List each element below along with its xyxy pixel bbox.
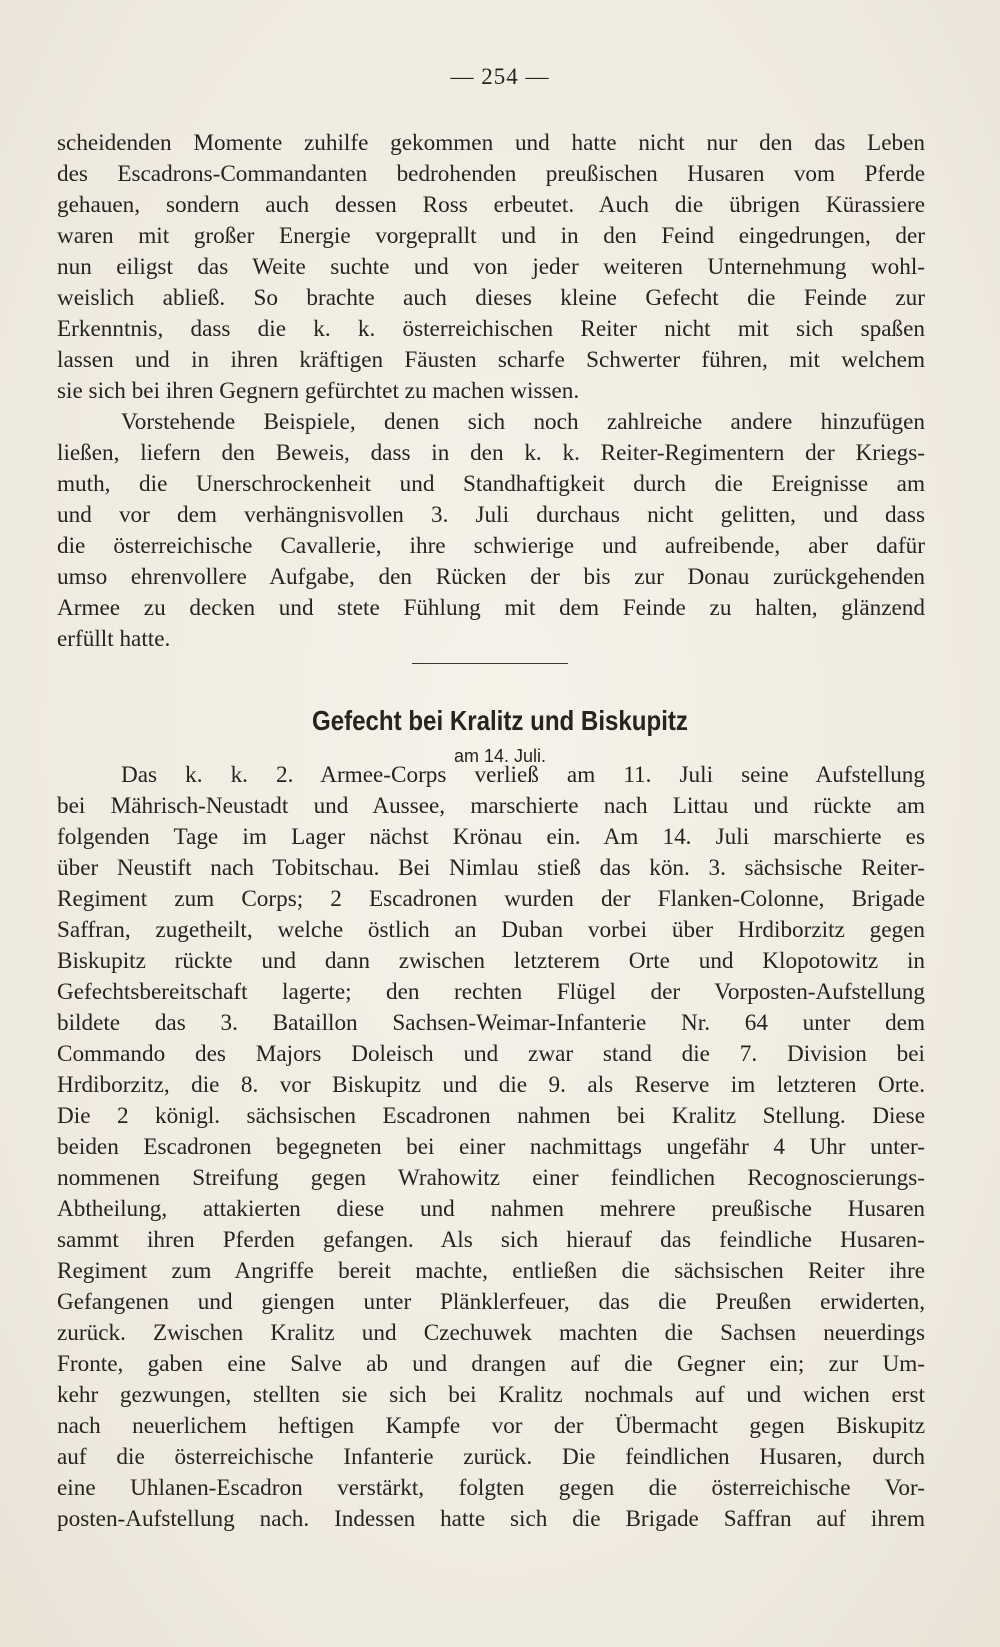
text-line: und vor dem verhängnisvollen 3. Juli durchaus nicht gelitten, und dass: [57, 502, 925, 528]
text-line: scheidenden Momente zuhilfe gekommen und hatte nicht nur den das Leben: [57, 130, 925, 156]
text-line: die österreichische Cavallerie, ihre schwierige und aufreibende, aber dafür: [57, 533, 925, 559]
text-line: Die 2 königl. sächsischen Escadronen nahmen bei Kralitz Stellung. Diese: [57, 1103, 925, 1129]
text-line: nommenen Streifung gegen Wrahowitz einer feindlichen Recognoscierungs-: [57, 1165, 925, 1191]
text-line: folgenden Tage im Lager nächst Krönau ein. Am 14. Juli marschierte es: [57, 824, 925, 850]
text-line: Biskupitz rückte und dann zwischen letzterem Orte und Klopotowitz in: [57, 948, 925, 974]
text-line: sie sich bei ihren Gegnern gefürchtet zu machen wissen.: [57, 378, 580, 404]
text-block-section: [57, 760, 925, 1535]
text-line: Fronte, gaben eine Salve ab und drangen auf die Gegner ein; zur Um-: [57, 1351, 925, 1377]
text-line: erfüllt hatte.: [57, 626, 171, 652]
text-line: nun eiligst das Weite suchte und von jeder weiteren Unternehmung wohl-: [57, 254, 925, 280]
text-line: nach neuerlichem heftigen Kampfe vor der Übermacht gegen Biskupitz: [57, 1413, 925, 1439]
page-number: — 254 —: [450, 64, 550, 89]
section-divider: [412, 663, 568, 664]
section-heading: Gefecht bei Kralitz und Biskupitz: [312, 705, 688, 736]
text-line: Abtheilung, attakierten diese und nahmen mehrere preußische Husaren: [57, 1196, 925, 1222]
text-line: auf die österreichische Infanterie zurück. Die feindlichen Husaren, durch: [57, 1444, 925, 1470]
text-line: ließen, liefern den Beweis, dass in den k. k. Reiter-Regimentern der Kriegs-: [57, 440, 925, 466]
paragraph-continued: [57, 128, 925, 407]
text-line: bildete das 3. Bataillon Sachsen-Weimar-Infanterie Nr. 64 unter dem: [57, 1010, 925, 1036]
text-line: Regiment zum Corps; 2 Escadronen wurden der Flanken-Colonne, Brigade: [57, 886, 925, 912]
text-line: bei Mährisch-Neustadt und Aussee, marschierte nach Littau und rückte am: [57, 793, 925, 819]
text-line: Vorstehende Beispiele, denen sich noch zahlreiche andere hinzufügen: [121, 409, 925, 435]
text-line: Saffran, zugetheilt, welche östlich an Duban vorbei über Hrdiborzitz gegen: [57, 917, 925, 943]
text-line: posten-Aufstellung nach. Indessen hatte sich die Brigade Saffran auf ihrem: [57, 1506, 925, 1532]
text-line: umso ehrenvollere Aufgabe, den Rücken der bis zur Donau zurückgehenden: [57, 564, 925, 590]
text-line: Gefechtsbereitschaft lagerte; den rechten Flügel der Vorposten-Aufstellung: [57, 979, 925, 1005]
section-date: am 14. Juli.: [453, 746, 547, 766]
text-line: muth, die Unerschrockenheit und Standhaftigkeit durch die Ereignisse am: [57, 471, 925, 497]
text-line: Das k. k. 2. Armee-Corps verließ am 11. Juli seine Aufstellung: [121, 762, 925, 788]
paragraph-section-body: [57, 760, 925, 1535]
text-line: Armee zu decken und stete Fühlung mit dem Feinde zu halten, glänzend: [57, 595, 925, 621]
text-line: zurück. Zwischen Kralitz und Czechuwek machten die Sachsen neuerdings: [57, 1320, 925, 1346]
text-line: lassen und in ihren kräftigen Fäusten scharfe Schwerter führen, mit welchem: [57, 347, 925, 373]
text-line: Hrdiborzitz, die 8. vor Biskupitz und die 9. als Reserve im letzteren Orte.: [57, 1072, 925, 1098]
text-line: waren mit großer Energie vorgeprallt und in den Feind eingedrungen, der: [57, 223, 925, 249]
text-block-top: [57, 128, 925, 655]
text-line: sammt ihren Pferden gefangen. Als sich hierauf das feindliche Husaren-: [57, 1227, 925, 1253]
paragraph-summary: [57, 407, 925, 655]
text-line: weislich abließ. So brachte auch dieses kleine Gefecht die Feinde zur: [57, 285, 925, 311]
text-line: eine Uhlanen-Escadron verstärkt, folgten gegen die österreichische Vor-: [57, 1475, 925, 1501]
text-line: über Neustift nach Tobitschau. Bei Nimlau stieß das kön. 3. sächsische Reiter-: [57, 855, 925, 881]
text-line: Commando des Majors Doleisch und zwar stand die 7. Division bei: [57, 1041, 925, 1067]
text-line: Erkenntnis, dass die k. k. österreichischen Reiter nicht mit sich spaßen: [57, 316, 925, 342]
text-line: kehr gezwungen, stellten sie sich bei Kralitz nochmals auf und wichen erst: [57, 1382, 925, 1408]
text-line: beiden Escadronen begegneten bei einer nachmittags ungefähr 4 Uhr unter-: [57, 1134, 925, 1160]
text-line: Gefangenen und giengen unter Plänklerfeuer, das die Preußen erwiderten,: [57, 1289, 925, 1315]
text-line: des Escadrons-Commandanten bedrohenden preußischen Husaren vom Pferde: [57, 161, 925, 187]
text-line: Regiment zum Angriffe bereit machte, entließen die sächsischen Reiter ihre: [57, 1258, 925, 1284]
text-line: gehauen, sondern auch dessen Ross erbeutet. Auch die übrigen Kürassiere: [57, 192, 925, 218]
